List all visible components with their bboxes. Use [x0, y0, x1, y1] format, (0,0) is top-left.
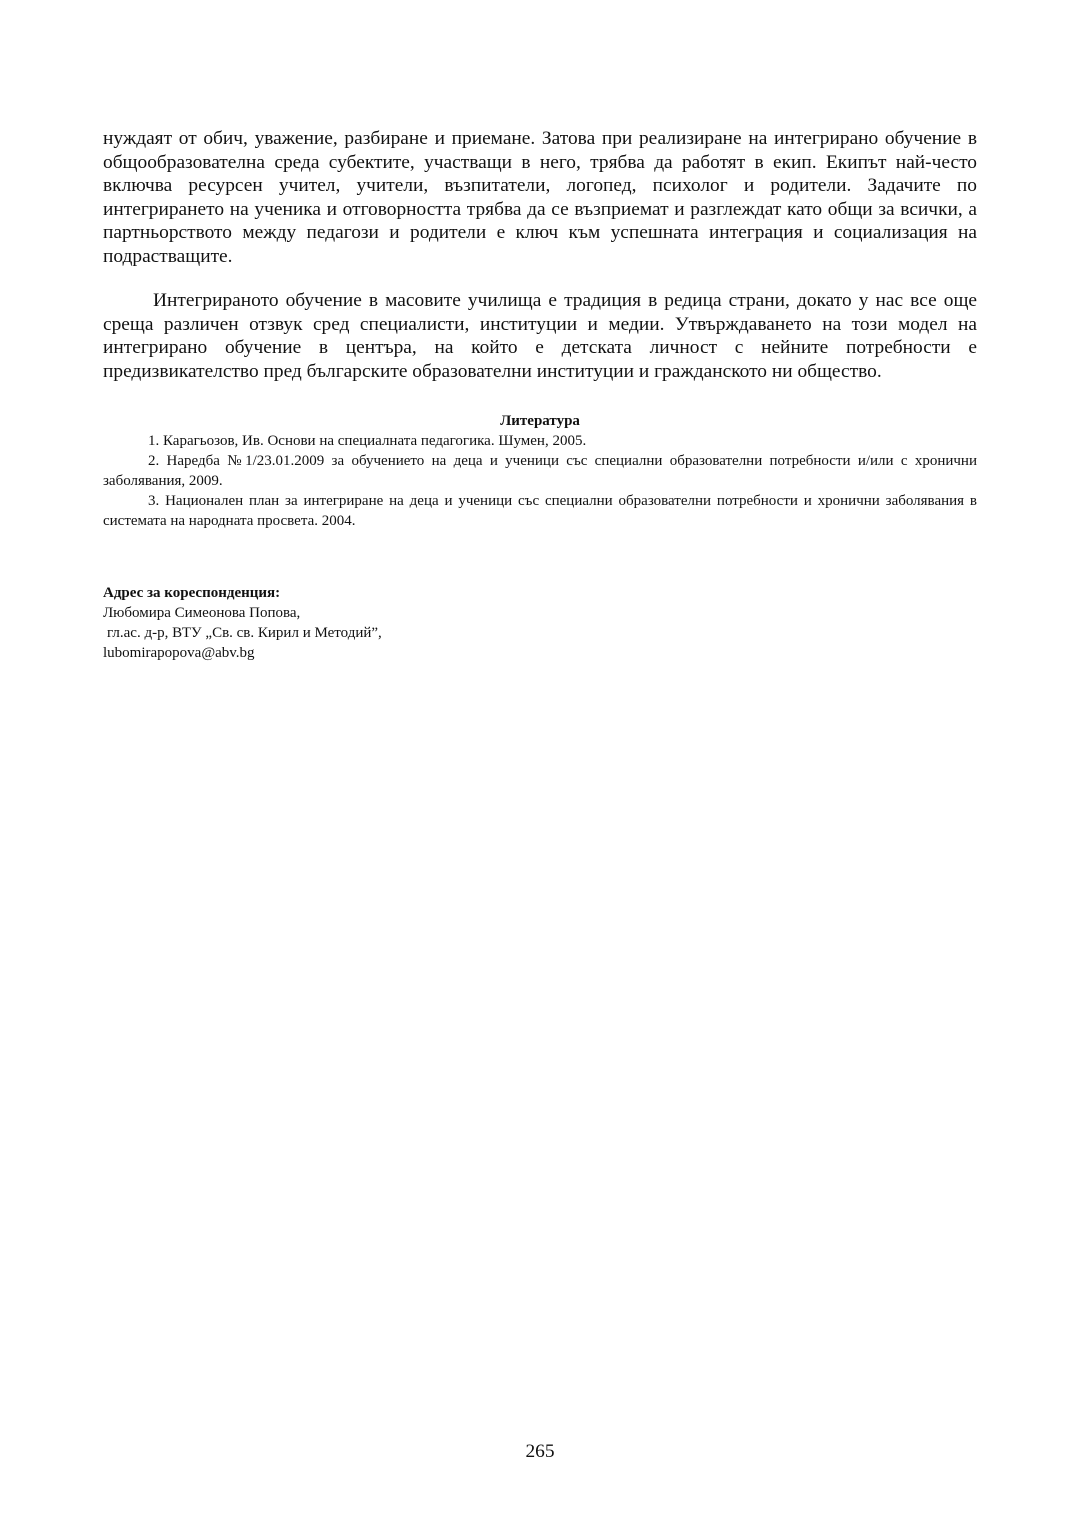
- body-paragraph-2: Интегрираното обучение в масовите училища е традиция в редица страни, докато у нас все още среща различен отзвук сред специалисти, институции и медии. Утвърждаването на този модел на интегрирано обучение в центъра, на който е детската личност с нейните потребности е предизвикателство пред българските образователни институции и гражданското ни общество.: [103, 290, 977, 382]
- page-number: 265: [525, 1441, 555, 1462]
- author-position: гл.ас. д-р, ВТУ „Св. св. Кирил и Методий”,: [107, 625, 382, 641]
- author-email[interactable]: lubomirapopova@abv.bg: [103, 645, 255, 661]
- page-content: [103, 127, 977, 663]
- reference-item-2: 2. Наредба №1/23.01.2009 за обучението на деца и ученици със специални образователни потребности и/или с хронични заболявания, 2009.: [103, 453, 977, 489]
- correspondence-address: [103, 583, 977, 663]
- reference-item-3: 3. Национален план за интегриране на деца и ученици със специални образователни потребности и хронични заболявания в системата на народната просвета. 2004.: [103, 493, 977, 529]
- author-name: Любомира Симеонова Попова,: [103, 605, 301, 621]
- reference-item-1: 1. Карагьозов, Ив. Основи на специалната педагогика. Шумен, 2005.: [148, 433, 587, 449]
- address-title: Адрес за кореспонденция:: [103, 585, 281, 601]
- references-section: [103, 411, 977, 531]
- references-title: Литература: [500, 413, 580, 429]
- body-paragraph-1: нуждаят от обич, уважение, разбиране и приемане. Затова при реализиране на интегрирано обучение в общообразователна среда субектите, участващи в него, трябва да работят в екип. Екипът най-често включва ресурсен учител, учители, възпитатели, логопед, психолог и родители. Задачите по интегрирането на ученика и отговорността трябва да се възприемат и разглеждат като общи за всички, а партньорството между педагози и родители е ключ към успешната интеграция и социализация на подрастващите.: [103, 128, 977, 267]
